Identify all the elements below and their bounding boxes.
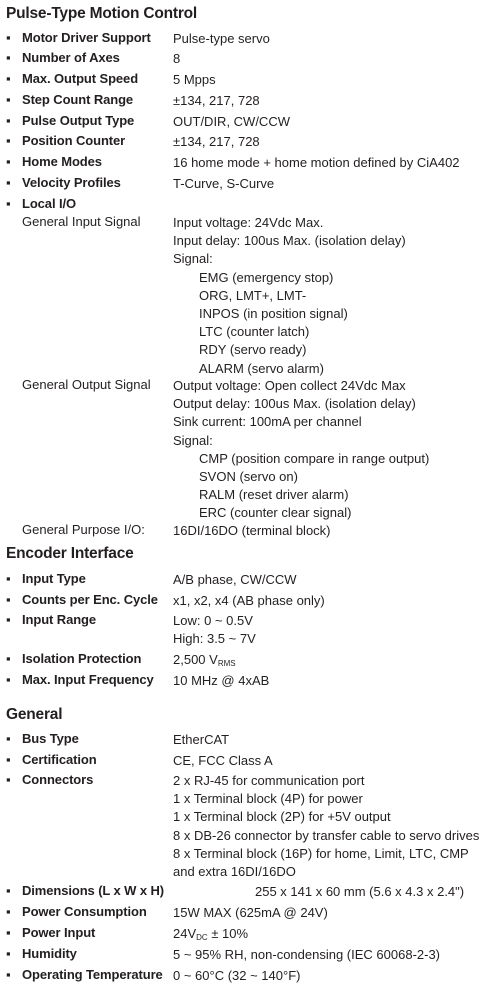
bullet-icon: ▪ [6,672,11,687]
value-line: and extra 16DI/16DO [173,864,296,880]
bullet-icon: ▪ [6,71,11,86]
bullet-icon: ▪ [6,154,11,169]
signal-line: INPOS (in position signal) [199,306,348,322]
spec-label: Step Count Range [22,92,134,107]
value-line: 2 x RJ-45 for communication port [173,773,365,788]
bullet-icon: ▪ [6,92,11,107]
sub-value-block [173,377,429,523]
value-line: 8 x DB-26 connector by transfer cable to servo drives [173,827,480,843]
value-line: 1 x Terminal block (2P) for +5V output [173,809,391,825]
spec-value: 0 ~ 60°C (32 ~ 140°F) [173,968,301,983]
signal-line: ORG, LMT+, LMT- [199,287,307,303]
bullet-icon: ▪ [6,772,11,787]
spec-label: Power Input [22,925,96,940]
value-line: 1 x Terminal block (4P) for power [173,791,363,807]
spec-label: Input Range [22,612,97,627]
spec-label: Number of Axes [22,50,120,65]
spec-label: Isolation Protection [22,651,142,666]
spec-value-block [173,772,479,881]
bullet-icon: ▪ [6,651,11,666]
value-line: Signal: [173,432,213,448]
spec-value: A/B phase, CW/CCW [173,572,297,587]
spec-value [173,925,248,947]
signal-line: SVON (servo on) [199,469,298,485]
spec-label: Certification [22,752,97,767]
bullet-icon: ▪ [6,925,11,940]
value-line: Signal: [173,251,213,267]
sub-label: General Purpose I/O: [22,522,145,537]
value-tail: ± 10% [207,926,249,941]
sub-label: General Output Signal [22,377,151,392]
spec-value: Pulse-type servo [173,31,270,46]
section-title-motion: Pulse-Type Motion Control [6,5,198,22]
bullet-icon: ▪ [6,196,11,211]
spec-label: Home Modes [22,154,102,169]
value-text: 24V [173,926,197,941]
bullet-icon: ▪ [6,30,11,45]
bullet-icon: ▪ [6,967,11,982]
spec-value: ±134, 217, 728 [173,134,260,149]
sub-value: 16DI/16DO (terminal block) [173,523,331,538]
signal-line: ALARM (servo alarm) [199,360,324,376]
signal-line: CMP (position compare in range output) [199,450,430,466]
spec-value: 5 ~ 95% RH, non-condensing (IEC 60068-2-3) [173,947,441,962]
spec-label: Dimensions (L x W x H) [22,883,165,898]
bullet-icon: ▪ [6,50,11,65]
value-line: Input delay: 100us Max. (isolation delay) [173,233,406,249]
spec-value: ±134, 217, 728 [173,93,260,108]
value-line: Output voltage: Open collect 24Vdc Max [173,378,406,393]
spec-value-block [173,612,256,648]
bullet-icon: ▪ [6,883,11,898]
spec-value: 5 Mpps [173,72,216,87]
bullet-icon: ▪ [6,731,11,746]
spec-label: Max. Input Frequency [22,672,154,687]
spec-value: x1, x2, x4 (AB phase only) [173,593,325,608]
spec-label: Connectors [22,772,94,787]
spec-value: 8 [173,51,181,66]
bullet-icon: ▪ [6,612,11,627]
spec-label: Operating Temperature [22,967,163,982]
spec-value: EtherCAT [173,732,230,747]
value-text: 2,500 V [173,652,218,667]
value-subscript: RMS [217,659,236,668]
spec-label: Local I/O [22,196,77,211]
value-line: Input voltage: 24Vdc Max. [173,215,324,230]
signal-line: ERC (counter clear signal) [199,505,352,521]
bullet-icon: ▪ [6,113,11,128]
value-line: Low: 0 ~ 0.5V [173,613,253,628]
bullet-icon: ▪ [6,571,11,586]
value-line: 8 x Terminal block (16P) for home, Limit, LTC, CMP [173,845,469,861]
section-title-encoder: Encoder Interface [6,545,134,562]
spec-label: Input Type [22,571,86,586]
sub-label: General Input Signal [22,214,141,229]
spec-value: 15W MAX (625mA @ 24V) [173,905,328,920]
bullet-icon: ▪ [6,592,11,607]
spec-label: Power Consumption [22,904,147,919]
signal-line: RALM (reset driver alarm) [199,487,349,503]
spec-label: Motor Driver Support [22,30,151,45]
bullet-icon: ▪ [6,175,11,190]
value-line: Output delay: 100us Max. (isolation delay) [173,396,416,412]
value-line: Sink current: 100mA per channel [173,414,362,430]
signal-line: EMG (emergency stop) [199,269,334,285]
spec-value: 16 home mode + home motion defined by CiA402 [173,155,460,170]
spec-value: 10 MHz @ 4xAB [173,673,270,688]
section-title-general: General [6,706,63,723]
bullet-icon: ▪ [6,904,11,919]
spec-label: Bus Type [22,731,79,746]
value-subscript: DC [196,933,208,942]
spec-label: Pulse Output Type [22,113,135,128]
signal-line: RDY (servo ready) [199,342,307,358]
spec-label: Position Counter [22,133,126,148]
bullet-icon: ▪ [6,752,11,767]
spec-value: T-Curve, S-Curve [173,176,275,191]
spec-value: OUT/DIR, CW/CCW [173,114,290,129]
bullet-icon: ▪ [6,946,11,961]
spec-label: Max. Output Speed [22,71,139,86]
spec-value: CE, FCC Class A [173,753,273,768]
spec-label: Counts per Enc. Cycle [22,592,158,607]
bullet-icon: ▪ [6,133,11,148]
spec-value: 255 x 141 x 60 mm (5.6 x 4.3 x 2.4") [255,884,465,899]
signal-line: LTC (counter latch) [199,324,310,340]
spec-label: Humidity [22,946,77,961]
value-line: High: 3.5 ~ 7V [173,631,256,647]
spec-value [173,651,236,673]
spec-label: Velocity Profiles [22,175,121,190]
sub-value-block [173,214,406,378]
